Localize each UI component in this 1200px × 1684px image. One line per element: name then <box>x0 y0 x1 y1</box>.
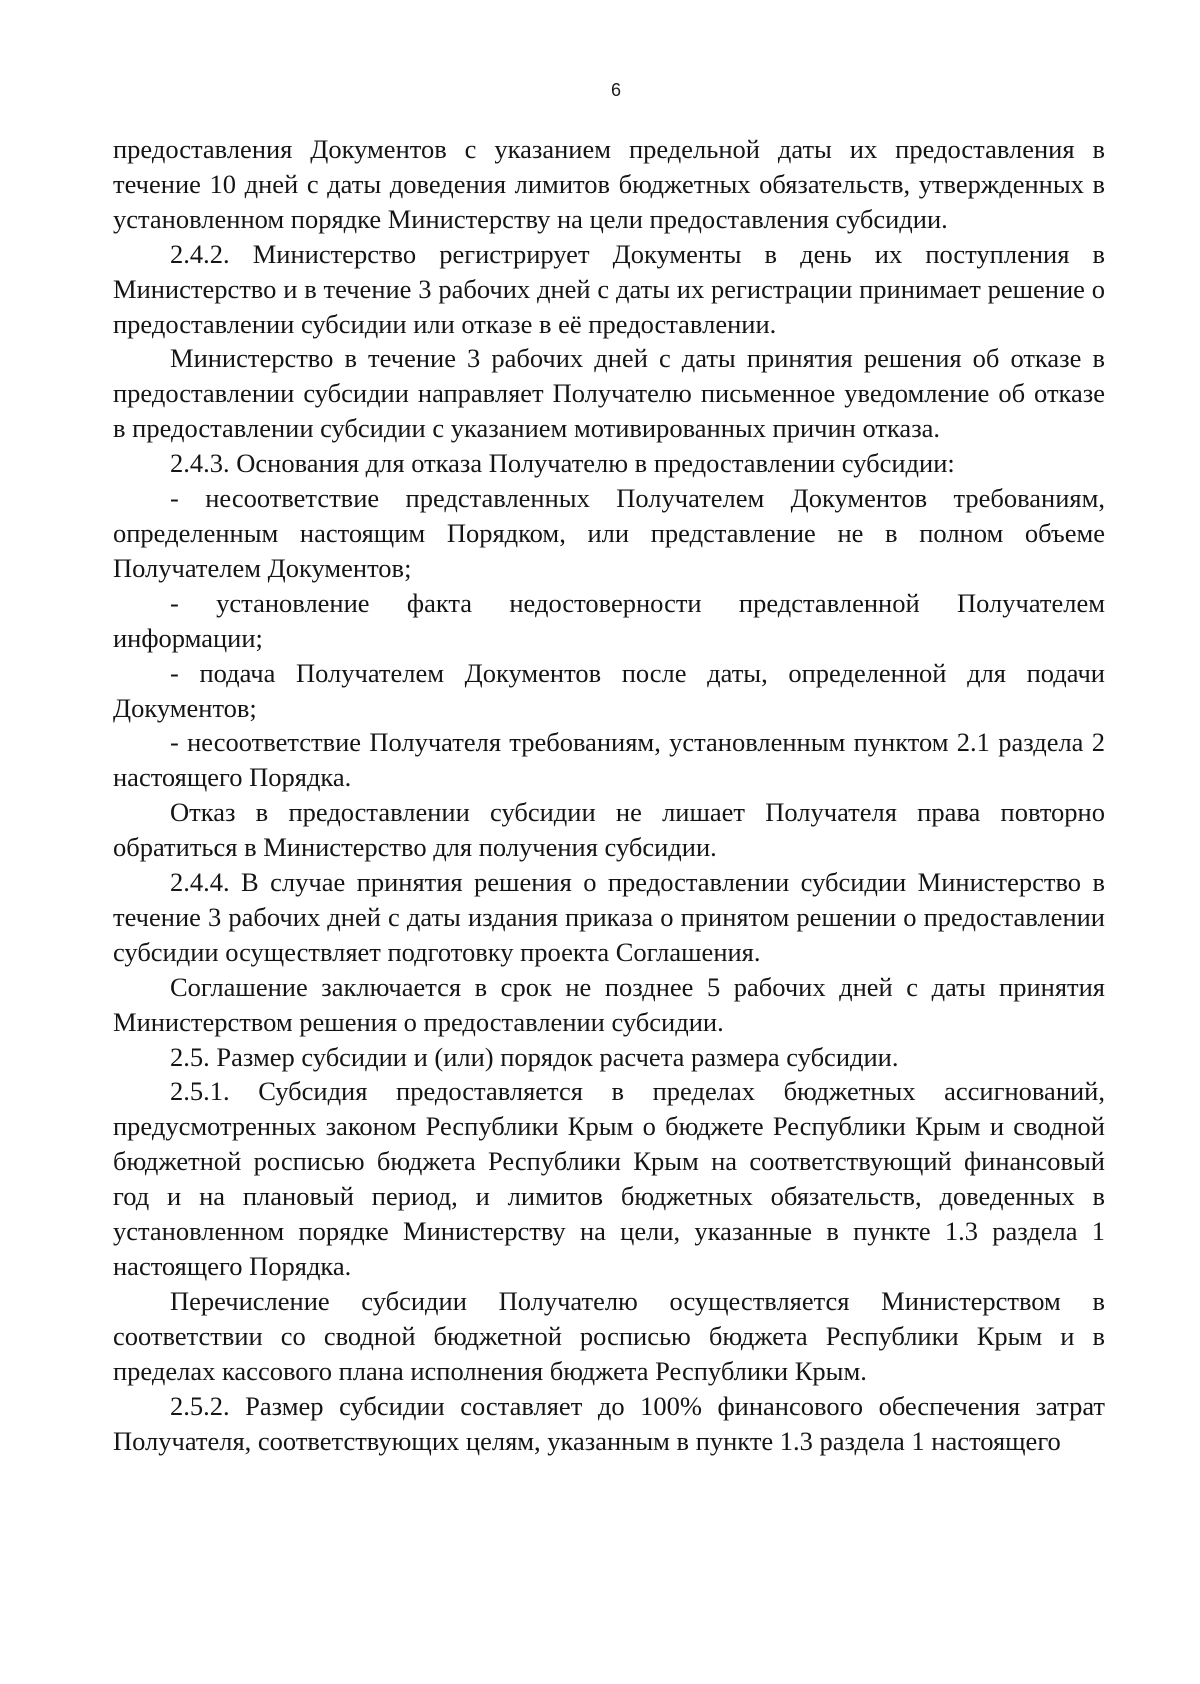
document-body <box>113 132 1105 1458</box>
paragraph: 2.4.2. Министерство регистрирует Документы в день их поступления в Министерство и в течение 3 рабочих дней с даты их регистрации принимает решение о предоставлении субсидии или отказе в её предоставлении. <box>113 238 1105 339</box>
paragraph: 2.4.3. Основания для отказа Получателю в предоставлении субсидии: <box>170 448 955 479</box>
paragraph: Перечисление субсидии Получателю осуществляется Министерством в соответствии со сводной бюджетной росписью бюджета Республики Крым и в пределах кассового плана исполнения бюджета Республики Крым. <box>113 1285 1105 1386</box>
paragraph: Отказ в предоставлении субсидии не лишает Получателя права повторно обратиться в Министерство для получения субсидии. <box>113 797 1105 863</box>
paragraph: - установление факта недостоверности представленной Получателем информации; <box>113 587 1105 653</box>
paragraph: Министерство в течение 3 рабочих дней с даты принятия решения об отказе в предоставлении субсидии направляет Получателю письменное уведомление об отказе в предоставлении субсидии с указанием мотивированных причин отказа. <box>113 343 1105 444</box>
paragraph: Соглашение заключается в срок не позднее 5 рабочих дней с даты принятия Министерством решения о предоставлении субсидии. <box>113 971 1105 1037</box>
paragraph: - несоответствие Получателя требованиям, установленным пунктом 2.1 раздела 2 настоящего Порядка. <box>113 727 1105 793</box>
paragraph: 2.4.4. В случае принятия решения о предоставлении субсидии Министерство в течение 3 рабочих дней с даты издания приказа о принятом решении о предоставлении субсидии осуществляет подготовку проекта Соглашения. <box>113 867 1105 967</box>
paragraph: 2.5. Размер субсидии и (или) порядок расчета размера субсидии. <box>170 1041 899 1072</box>
paragraph: 2.5.2. Размер субсидии составляет до 100% финансового обеспечения затрат Получателя, соответствующих целям, указанным в пункте 1.3 раздела 1 настоящего <box>113 1390 1105 1456</box>
paragraph: - несоответствие представленных Получателем Документов требованиям, определенным настоящим Порядком, или представление не в полном объеме Получателем Документов; <box>113 483 1105 583</box>
page-number: 6 <box>610 80 621 100</box>
paragraph: 2.5.1. Субсидия предоставляется в пределах бюджетных ассигнований, предусмотренных законом Республики Крым о бюджете Республики Крым и сводной бюджетной росписью бюджета Республики Крым на соответствующий финансовый год и на плановый период, и лимитов бюджетных обязательств, доведенных в установленном порядке Министерству на цели, указанные в пункте 1.3 раздела 1 настоящего Порядка. <box>113 1076 1105 1281</box>
paragraph: предоставления Документов с указанием предельной даты их предоставления в течение 10 дней с даты доведения лимитов бюджетных обязательств, утвержденных в установленном порядке Министерству на цели предоставления субсидии. <box>113 134 1105 234</box>
paragraph: - подача Получателем Документов после даты, определенной для подачи Документов; <box>113 657 1105 723</box>
